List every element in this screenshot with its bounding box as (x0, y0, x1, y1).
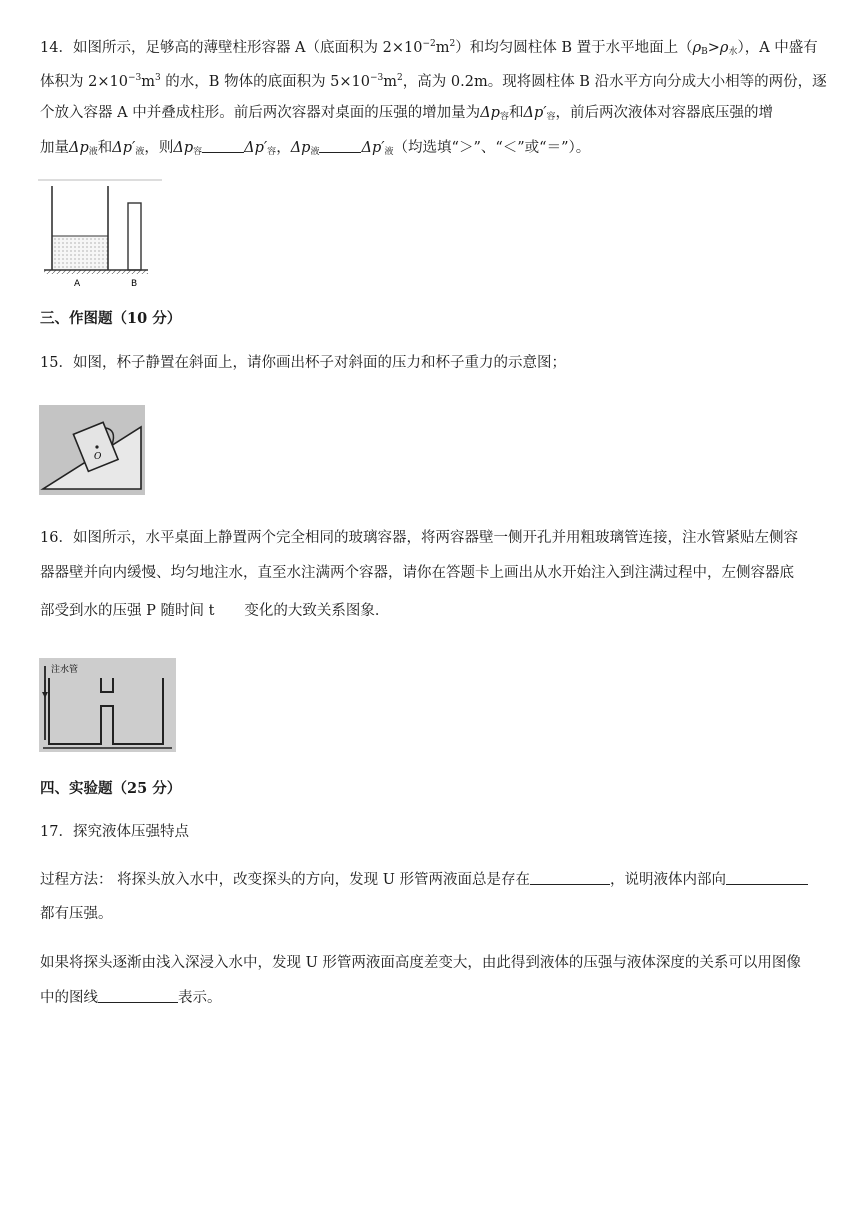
label-water-pipe: 注水管 (51, 665, 79, 675)
answer-blank[interactable] (202, 138, 244, 153)
q17-p1-line-2: 都有压强。 (40, 906, 113, 922)
label-b: B (131, 279, 138, 289)
q14-line-4: 加量$\Delta p_液$和$\Delta p'_液$，则$\Delta p_容$ $\Delta p'_容$，$\Delta p_液$ $\Delta p'_液$（均选填“＞”、“＜”或“＝”）。 (40, 140, 591, 157)
q17-p2-line-2: 中的图线 表示。 (40, 990, 222, 1006)
answer-blank[interactable] (319, 138, 361, 153)
answer-blank[interactable] (726, 870, 808, 885)
q16-line-3: 部受到水的压强 P 随时间 t 变化的大致关系图象． (40, 603, 390, 619)
q17-title: 17．探究液体压强特点 (40, 824, 189, 840)
section-4-title: 四、实验题（25 分） (40, 780, 182, 797)
q14-figure (38, 178, 164, 290)
q14-line-2: 体积为 $2\times 10^{-3}m^3$ 的水，B 物体的底面积为 $5\times 10^{-3}m^2$，高为 0.2m。现将圆柱体 B 沿水平方向分成大小相等的两份，逐 (40, 73, 827, 90)
q16-line-1: 16．如图所示，水平桌面上静置两个完全相同的玻璃容器，将两容器壁一侧开孔并用粗玻璃管连接，注水管紧贴左侧容 (40, 530, 798, 546)
answer-blank[interactable] (98, 988, 178, 1003)
section-3-title: 三、作图题（10 分） (40, 310, 182, 327)
label-a: A (74, 279, 81, 289)
answer-blank[interactable] (530, 870, 610, 885)
q17-p2-line-1: 如果将探头逐渐由浅入深浸入水中，发现 U 形管两液面高度差变大，由此得到液体的压强与液体深度的关系可以用图像 (40, 955, 801, 971)
q16-figure (39, 658, 176, 752)
q17-p1-line-1: 过程方法： 将探头放入水中，改变探头的方向，发现 U 形管两液面总是存在 ，说明液体内部向 (40, 870, 808, 890)
q14-line-1: 14．如图所示，足够高的薄壁柱形容器 A（底面积为 $2\times 10^{-2}m^2$）和均匀圆柱体 B 置于水平地面上$(\rho_B>\rho_水)$，A 中盛有 (40, 39, 818, 57)
q15-figure (39, 405, 145, 495)
label-o: O (94, 452, 102, 462)
q15-text: 15．如图，杯子静置在斜面上，请你画出杯子对斜面的压力和杯子重力的示意图； (40, 355, 566, 371)
q16-line-2: 器器壁并向内缓慢、均匀地注水，直至水注满两个容器，请你在答题卡上画出从水开始注入到注满过程中，左侧容器底 (40, 565, 794, 581)
q14-line-3: 个放入容器 A 中并叠成柱形。前后两次容器对桌面的压强的增加量为$\Delta p_容$和$\Delta p'_容$，前后两次液体对容器底压强的增 (40, 105, 774, 122)
